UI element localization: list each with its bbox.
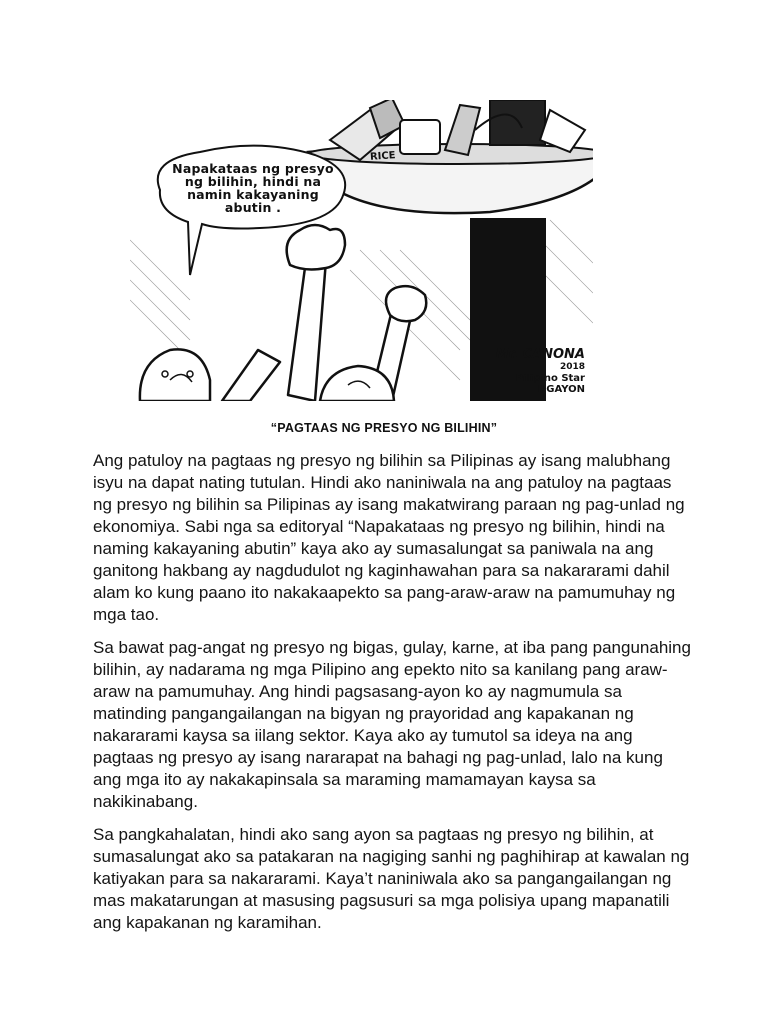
cartoon-credit — [496, 348, 585, 395]
essay-body — [93, 450, 693, 945]
paragraph-1: Ang patuloy na pagtaas ng presyo ng bilihin sa Pilipinas ay isang malubhang isyu na dapat nating tutulan. Hindi ako naniniwala na ang patuloy na pagtaas ng presyo ng bilihin sa Pilipinas ay isang makatwirang paraan ng pag-unlad ng ekonomiya. Sabi nga sa editoryal “Napakataas ng presyo ng bilihin, hindi na naming kakayaning abutin” kaya ako ay sumasalungat sa paniwala na ang ganitong hakbang ay nagdudulot ng kaginhawahan para sa nakararami dahil alam ko kung paano ito nakakaapekto sa pang-araw-araw na pamumuhay ng mga tao. — [93, 451, 685, 624]
publisher-name: Pilipino Star — [515, 373, 585, 384]
essay-title: “PAGTAAS NG PRESYO NG BILIHIN” — [270, 421, 498, 435]
publisher-subtitle: NGAYON — [537, 384, 585, 395]
cartoon-year: 2018 — [559, 362, 585, 372]
artist-signature: Mr. CANONA — [495, 347, 585, 362]
rice-label: RICE — [369, 150, 396, 163]
editorial-cartoon — [130, 100, 593, 401]
paragraph-2: Sa bawat pag-angat ng presyo ng bigas, gulay, karne, at iba pang pangunahing bilihin, ay nadarama ng mga Pilipino ang epekto nito sa kanilang pang araw-araw na pamumuhay. Ang hindi pagsasang-ayon ko ay nagmumula sa matinding pangangailangan na bigyan ng prayoridad ang kapakanan ng nakararami kaysa sa iilang sektor. Kaya ako ay tumutol sa ideya na ang pagtaas ng presyo ay isang nararapat na bahagi ng pag-unlad, lalo na kung ang mga ito ay nakakapinsala sa maraming mamamayan kaysa sa nakikinabang. — [93, 638, 691, 811]
paragraph-3: Sa pangkahalatan, hindi ako sang ayon sa pagtaas ng presyo ng bilihin, at sumasalungat ako sa patakaran na nagiging sanhi ng paghihirap at kawalan ng katiyakan para sa nakararami. Kaya’t naniniwala ako sa pangangailangan ng mas makatarungan at masusing pagsusuri sa mga polisiya upang mapanatili ang kapakanan ng karamihan. — [93, 825, 690, 932]
speech-bubble-text: Napakataas ng presyo ng bilihin, hindi na namin kakayaning abutin . — [172, 161, 334, 215]
